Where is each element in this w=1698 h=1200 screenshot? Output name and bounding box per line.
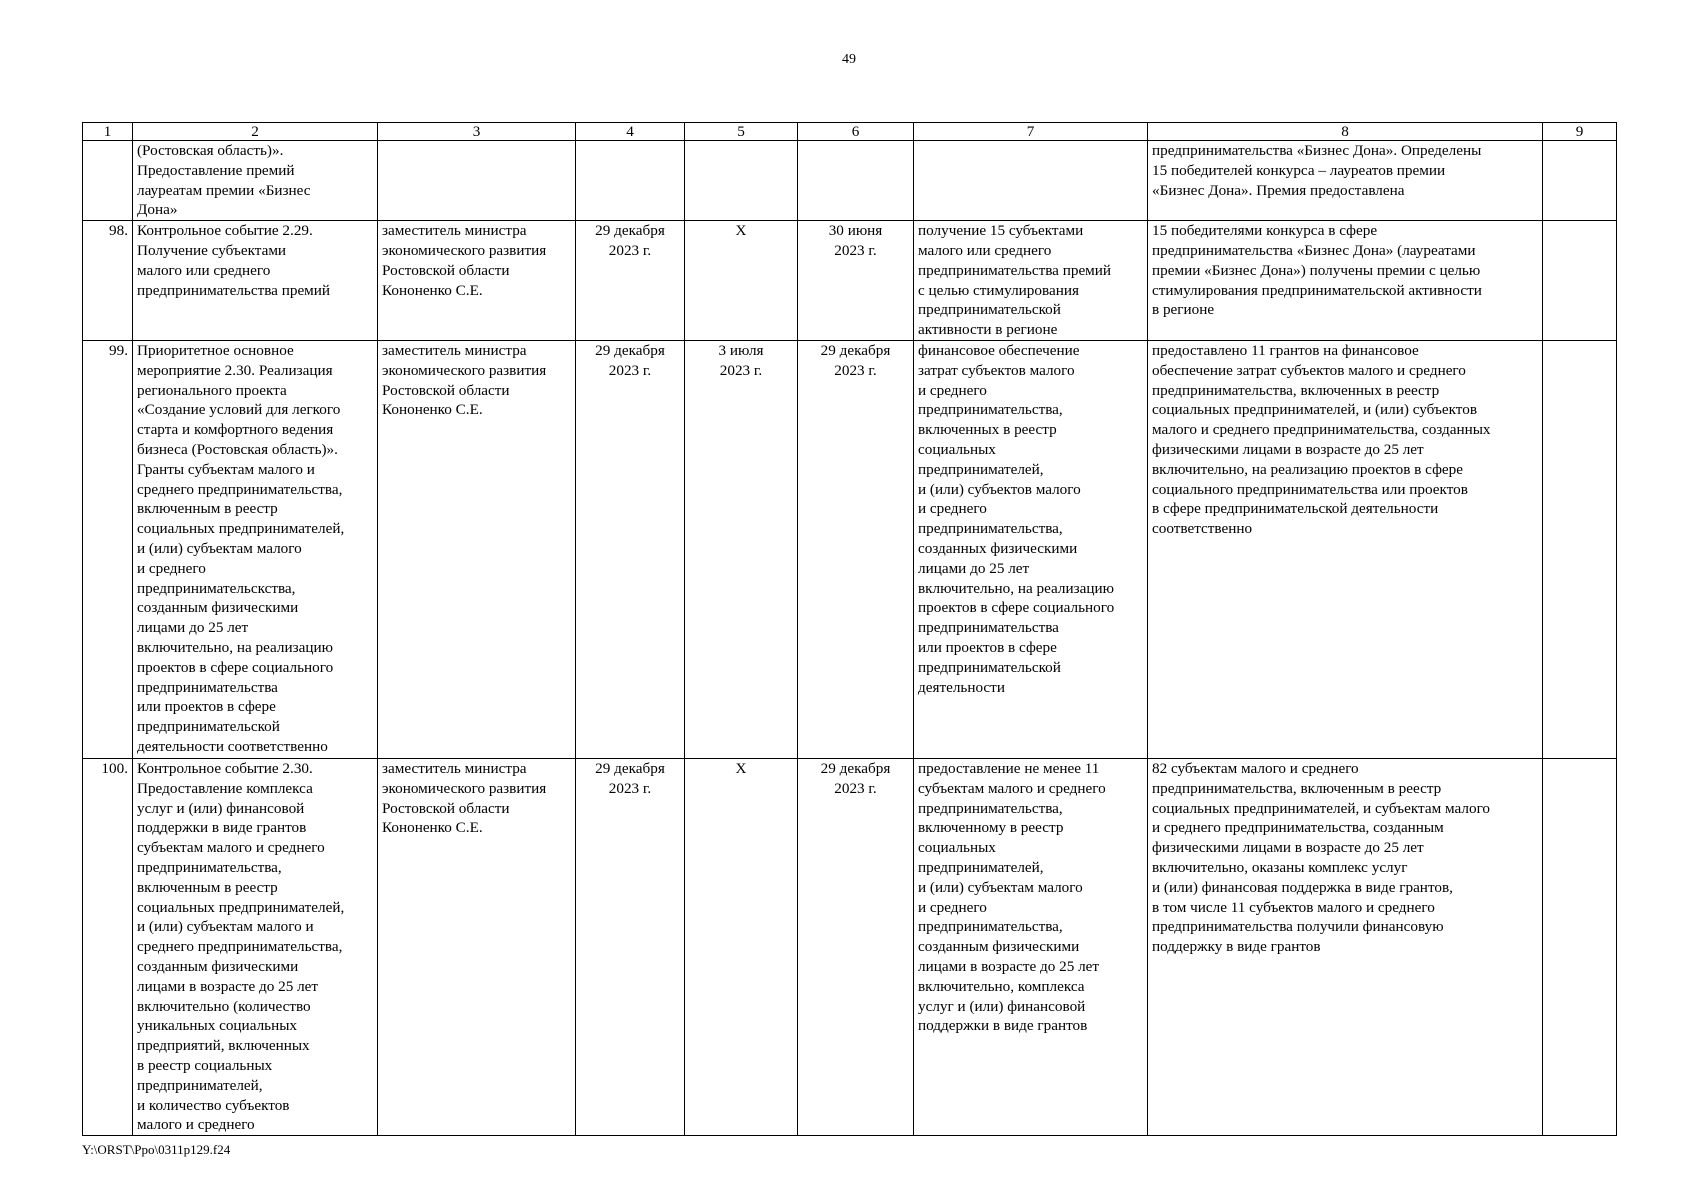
text-line: предпринимательства, <box>137 858 282 876</box>
text-line: лицами в возрасте до 25 лет <box>918 957 1100 975</box>
text-line: включительно, оказаны комплекс услуг <box>1152 858 1408 876</box>
table-row <box>83 141 1617 221</box>
text-line: 2023 г. <box>719 361 763 379</box>
text-line: социальных предпринимателей, и (или) субъектов <box>1152 401 1477 419</box>
actual-date-cell <box>798 221 914 341</box>
text-line: бизнеса (Ростовская область)». <box>137 440 338 458</box>
text-line: социального предпринимательства или проектов <box>1152 480 1468 498</box>
text-line: старта и комфортного ведения <box>137 421 334 439</box>
text-line: малого и среднего предпринимательства, созданных <box>1152 421 1491 439</box>
text-line: деятельности <box>918 678 1005 696</box>
text-line: предпринимательства «Бизнес Дона» (лауреатами <box>1152 241 1476 259</box>
note-cell <box>1543 221 1617 341</box>
result-cell <box>914 758 1148 1135</box>
text-line: или проектов в сфере <box>918 638 1057 656</box>
text-line: лицами до 25 лет <box>918 559 1030 577</box>
text-line: проектов в сфере социального <box>918 599 1115 617</box>
result-cell <box>914 221 1148 341</box>
text-line: созданных физическими <box>918 539 1078 557</box>
note-cell <box>1543 141 1617 221</box>
text-line: предпринимательской <box>918 301 1061 319</box>
text-line: экономического развития <box>382 241 547 259</box>
text-line: включенному в реестр <box>918 819 1064 837</box>
text-line: и среднего <box>918 898 987 916</box>
report-table <box>82 122 1617 1136</box>
text-line: субъектам малого и среднего <box>137 839 325 857</box>
text-line: созданным физическими <box>137 957 299 975</box>
result-cell <box>914 141 1148 221</box>
text-line: Х <box>735 759 747 777</box>
text-line: Х <box>735 222 747 240</box>
text-line: Кононенко С.Е. <box>382 819 483 837</box>
text-line: проектов в сфере социального <box>137 658 334 676</box>
text-line: 29 декабря <box>595 341 665 359</box>
responsible-cell <box>378 758 576 1135</box>
text-line: в том числе 11 субъектов малого и среднего <box>1152 898 1435 916</box>
text-line: 29 декабря <box>595 759 665 777</box>
start-date-cell <box>685 221 798 341</box>
plan-date-cell <box>576 758 685 1135</box>
text-line: предпринимательства получили финансовую <box>1152 918 1444 936</box>
start-date-cell <box>685 340 798 758</box>
text-line: 3 июля <box>718 341 764 359</box>
actual-date-cell <box>798 141 914 221</box>
plan-date-cell <box>576 221 685 341</box>
text-line: включительно, комплекса <box>918 977 1085 995</box>
text-line: Дона» <box>137 201 178 219</box>
text-line: предпринимательства, включенных в реестр <box>1152 381 1440 399</box>
text-line: экономического развития <box>382 361 547 379</box>
text-line: предоставление не менее 11 <box>918 759 1100 777</box>
text-line: предпринимательства «Бизнес Дона». Определены <box>1152 142 1482 159</box>
column-header: 3 <box>378 123 576 141</box>
text-line: Ростовской области <box>382 381 510 399</box>
text-line: 2023 г. <box>834 361 877 379</box>
text-line: стимулирования предпринимательской активности <box>1152 281 1482 299</box>
text-line: созданным физическими <box>918 938 1080 956</box>
text-line: включенным в реестр <box>137 878 278 896</box>
start-date-cell <box>685 141 798 221</box>
file-path-footer: Y:\ORST\Ppo\0311p129.f24 <box>82 1142 231 1157</box>
text-line: включительно, на реализацию <box>137 638 333 656</box>
text-line: в сфере предпринимательской деятельности <box>1152 500 1439 518</box>
text-line: предпринимательства <box>137 678 278 696</box>
text-line: предпринимателей, <box>918 858 1044 876</box>
event-cell <box>133 141 378 221</box>
text-line: предпринимательскства, <box>137 579 296 597</box>
text-line: получение 15 субъектами <box>918 222 1084 240</box>
text-line: 2023 г. <box>608 779 652 797</box>
text-line: среднего предпринимательства, <box>137 938 343 956</box>
text-line: лицами до 25 лет <box>137 619 249 637</box>
text-line: 29 декабря <box>595 222 665 240</box>
result-cell <box>914 340 1148 758</box>
row-number <box>83 141 133 221</box>
text-line: и (или) финансовая поддержка в виде грантов, <box>1152 878 1453 896</box>
text-line: предпринимательства, включенным в реестр <box>1152 779 1442 797</box>
text-line: в регионе <box>1152 301 1215 319</box>
fact-cell <box>1148 340 1543 758</box>
column-header: 8 <box>1148 123 1543 141</box>
text-line: 29 декабря <box>820 759 891 777</box>
column-header: 6 <box>798 123 914 141</box>
text-line: предпринимательства премий <box>137 281 331 299</box>
text-line: социальных <box>918 839 996 857</box>
text-line: физическими лицами в возрасте до 25 лет <box>1152 440 1424 458</box>
event-cell <box>133 221 378 341</box>
column-header: 5 <box>685 123 798 141</box>
fact-cell <box>1148 221 1543 341</box>
text-line: 30 июня <box>828 222 883 240</box>
text-line: предприятий, включенных <box>137 1037 310 1055</box>
plan-date-cell <box>576 141 685 221</box>
text-line: финансовое обеспечение <box>918 341 1080 359</box>
text-line: и среднего <box>137 559 206 577</box>
page-number: 49 <box>842 52 856 67</box>
text-line: заместитель министра <box>382 341 527 359</box>
text-line: услуг и (или) финансовой <box>137 799 305 817</box>
text-line: предпринимательства, <box>918 520 1063 538</box>
table-row <box>83 758 1617 1135</box>
column-header: 9 <box>1543 123 1617 141</box>
actual-date-cell <box>798 758 914 1135</box>
table-row <box>83 340 1617 758</box>
text-line: Гранты субъектам малого и <box>137 460 315 478</box>
text-line: предпринимательства, <box>918 799 1063 817</box>
text-line: малого и среднего <box>137 1116 255 1134</box>
event-cell <box>133 340 378 758</box>
text-line: физическими лицами в возрасте до 25 лет <box>1152 839 1424 857</box>
text-line: деятельности соответственно <box>137 737 328 755</box>
text-line: социальных <box>918 440 996 458</box>
table-row <box>83 221 1617 341</box>
text-line: (Ростовская область)». <box>137 142 284 159</box>
actual-date-cell <box>798 340 914 758</box>
text-line: социальных предпринимателей, <box>137 520 345 538</box>
responsible-cell <box>378 141 576 221</box>
text-line: Контрольное событие 2.30. <box>137 759 313 777</box>
text-line: заместитель министра <box>382 222 527 240</box>
text-line: Предоставление комплекса <box>137 779 313 797</box>
fact-cell <box>1148 758 1543 1135</box>
text-line: активности в регионе <box>918 321 1058 339</box>
text-line: Кононенко С.Е. <box>382 401 483 419</box>
text-line: Кононенко С.Е. <box>382 281 483 299</box>
text-line: предпринимательства, <box>918 918 1063 936</box>
text-line: поддержки в виде грантов <box>137 819 307 837</box>
text-line: мероприятие 2.30. Реализация <box>137 361 333 379</box>
text-line: малого или среднего <box>137 261 271 279</box>
text-line: среднего предпринимательства, <box>137 480 343 498</box>
text-line: соответственно <box>1152 520 1253 538</box>
text-line: «Бизнес Дона». Премия предоставлена <box>1152 181 1405 199</box>
text-line: 15 победителями конкурса в сфере <box>1152 222 1378 240</box>
row-number: 100. <box>83 758 133 1135</box>
text-line: субъектам малого и среднего <box>918 779 1106 797</box>
fact-cell <box>1148 141 1543 221</box>
text-line: услуг и (или) финансовой <box>918 997 1086 1015</box>
text-line: предпринимательства премий <box>918 261 1112 279</box>
text-line: 2023 г. <box>608 241 652 259</box>
text-line: малого или среднего <box>918 241 1052 259</box>
text-line: уникальных социальных <box>137 1017 297 1035</box>
text-line: обеспечение затрат субъектов малого и среднего <box>1152 361 1466 379</box>
text-line: затрат субъектов малого <box>918 361 1075 379</box>
column-header-row <box>83 123 1617 141</box>
text-line: 29 декабря <box>820 341 891 359</box>
text-line: и (или) субъектам малого <box>137 539 302 557</box>
text-line: предоставлено 11 грантов на финансовое <box>1152 341 1419 359</box>
text-line: 82 субъектам малого и среднего <box>1152 759 1359 777</box>
text-line: предпринимателей, <box>918 460 1044 478</box>
text-line: поддержки в виде грантов <box>918 1017 1088 1035</box>
responsible-cell <box>378 221 576 341</box>
text-line: с целью стимулирования <box>918 281 1079 299</box>
text-line: и (или) субъектов малого <box>918 480 1081 498</box>
text-line: предпринимательства <box>918 619 1059 637</box>
row-number: 98. <box>83 221 133 341</box>
row-number: 99. <box>83 340 133 758</box>
text-line: 2023 г. <box>834 779 877 797</box>
text-line: социальных предпринимателей, <box>137 898 345 916</box>
responsible-cell <box>378 340 576 758</box>
text-line: экономического развития <box>382 779 547 797</box>
text-line: лицами в возрасте до 25 лет <box>137 977 319 995</box>
column-header: 2 <box>133 123 378 141</box>
text-line: премии «Бизнес Дона») получены премии с целью <box>1152 261 1481 279</box>
text-line: включенных в реестр <box>918 421 1057 439</box>
text-line: и количество субъектов <box>137 1096 290 1114</box>
start-date-cell <box>685 758 798 1135</box>
text-line: Приоритетное основное <box>137 341 294 359</box>
text-line: 15 победителей конкурса – лауреатов премии <box>1152 161 1446 179</box>
text-line: Ростовской области <box>382 261 510 279</box>
text-line: предпринимательской <box>918 658 1061 676</box>
text-line: включительно (количество <box>137 997 311 1015</box>
text-line: заместитель министра <box>382 759 527 777</box>
text-line: и (или) субъектам малого <box>918 878 1083 896</box>
text-line: 2023 г. <box>834 241 877 259</box>
text-line: социальных предпринимателей, и субъектам малого <box>1152 799 1491 817</box>
plan-date-cell <box>576 340 685 758</box>
column-header: 7 <box>914 123 1148 141</box>
column-header: 4 <box>576 123 685 141</box>
text-line: или проектов в сфере <box>137 698 276 716</box>
column-header: 1 <box>83 123 133 141</box>
text-line: Получение субъектами <box>137 241 287 259</box>
text-line: и среднего <box>918 500 987 518</box>
text-line: в реестр социальных <box>137 1056 273 1074</box>
text-line: предпринимательства, <box>918 401 1063 419</box>
text-line: предпринимателей, <box>137 1076 263 1094</box>
text-line: и среднего предпринимательства, созданным <box>1152 819 1444 837</box>
text-line: включенным в реестр <box>137 500 278 518</box>
note-cell <box>1543 340 1617 758</box>
note-cell <box>1543 758 1617 1135</box>
text-line: Ростовской области <box>382 799 510 817</box>
text-line: предпринимательской <box>137 718 280 736</box>
text-line: «Создание условий для легкого <box>137 401 341 419</box>
text-line: Предоставление премий <box>137 161 295 179</box>
text-line: включительно, на реализацию проектов в сфере <box>1152 460 1463 478</box>
text-line: и среднего <box>918 381 987 399</box>
text-line: 2023 г. <box>608 361 652 379</box>
text-line: регионального проекта <box>137 381 287 399</box>
event-cell <box>133 758 378 1135</box>
text-line: Контрольное событие 2.29. <box>137 222 313 240</box>
text-line: поддержку в виде грантов <box>1152 938 1321 956</box>
text-line: созданным физическими <box>137 599 299 617</box>
text-line: и (или) субъектам малого и <box>137 918 314 936</box>
text-line: лауреатам премии «Бизнес <box>137 181 311 199</box>
text-line: включительно, на реализацию <box>918 579 1114 597</box>
